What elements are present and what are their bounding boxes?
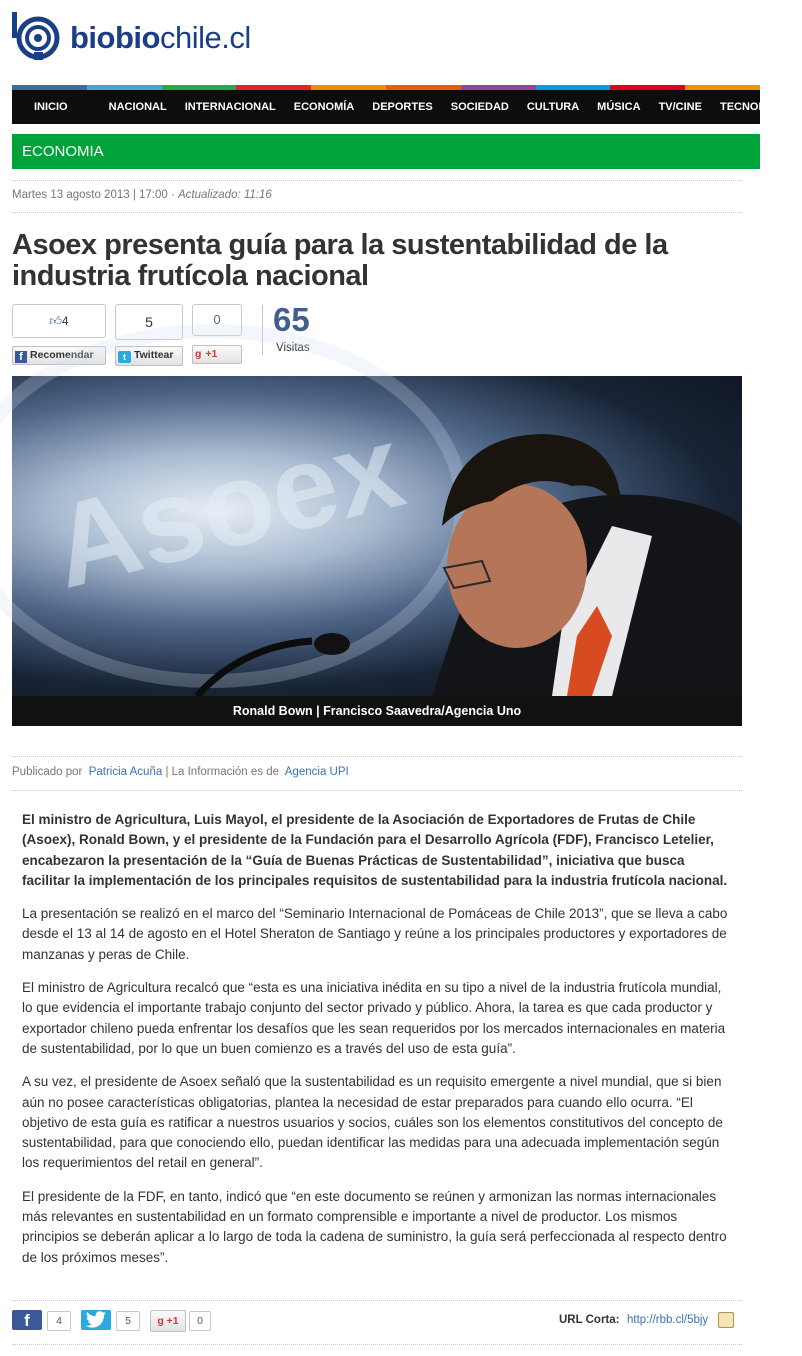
- tweet-label: Twittear: [134, 349, 174, 361]
- nav-item-0[interactable]: INICIO: [34, 101, 68, 113]
- gplus-button[interactable]: [192, 345, 242, 364]
- article-lead: El ministro de Agricultura, Luis Mayol, el presidente de la Asociación de Exportadores de Frutas de Chile (Asoex), Ronald Bown, y el presidente de la Fundación para el Desarrollo Agrícola (FDF), Francisco Letelier, encabezaron la presentación de la “Guía de Buenas Prácticas de Sustentabilidad”, iniciativa que busca facilitar la implementación de los principales requisitos de sustentabilidad para la industria frutícola nacional.: [22, 812, 728, 888]
- backdrop-logo-text: Asoex: [39, 400, 416, 614]
- site-logo-text[interactable]: [70, 20, 251, 56]
- photo-caption: Ronald Bown | Francisco Saavedra/Agencia Uno: [12, 696, 742, 726]
- article-photo[interactable]: [12, 376, 742, 696]
- author-link[interactable]: Patricia Acuña: [88, 766, 163, 778]
- footer-gplus-button[interactable]: [150, 1310, 186, 1332]
- google-plus-icon: g: [195, 348, 202, 360]
- nav-item-4[interactable]: DEPORTES: [372, 101, 433, 113]
- nav-item-2[interactable]: INTERNACIONAL: [184, 101, 276, 113]
- short-url-link[interactable]: http://rbb.cl/5bjy: [627, 1314, 709, 1326]
- divider: [12, 1344, 742, 1345]
- footer-gplus-count: 0: [189, 1311, 211, 1331]
- article-body: [22, 810, 730, 1281]
- footer-twitter-button[interactable]: [81, 1310, 111, 1330]
- biobio-logo-icon[interactable]: [12, 12, 60, 60]
- nav-item-8[interactable]: TV/CINE: [658, 101, 702, 113]
- nav-item-6[interactable]: CULTURA: [526, 101, 580, 113]
- copy-icon[interactable]: [718, 1312, 734, 1328]
- nav-item-7[interactable]: MÚSICA: [597, 101, 641, 113]
- divider: [12, 756, 742, 757]
- logo-text-part2: chile.cl: [159, 20, 251, 55]
- nav-item-1[interactable]: NACIONAL: [108, 101, 167, 113]
- footer-tw-count: 5: [116, 1311, 140, 1331]
- short-url-label: URL Corta:: [559, 1314, 620, 1326]
- facebook-icon: f: [24, 1311, 30, 1330]
- facebook-icon: f: [15, 351, 27, 363]
- twitter-icon: t: [118, 351, 131, 363]
- info-source-label: | La Información es de: [165, 766, 280, 778]
- nav-item-5[interactable]: SOCIEDAD: [450, 101, 509, 113]
- page-title: Asoex presenta guía para la sustentabilidad de la industria frutícola nacional: [12, 229, 668, 292]
- published-by-label: Publicado por: [12, 766, 83, 778]
- fb-recommend-label: Recomendar: [30, 349, 94, 361]
- byline: [12, 766, 349, 778]
- logo-text-part1: biobio: [70, 20, 160, 55]
- footer-fb-count: 4: [47, 1311, 71, 1331]
- twitter-bird-icon: [85, 1311, 107, 1329]
- fb-like-count: 4: [61, 314, 69, 328]
- photo-illustration: [12, 376, 742, 696]
- gplus-count: 0: [213, 312, 221, 327]
- tweet-count: 5: [145, 314, 153, 330]
- date-text: Martes 13 agosto 2013 | 17:00 ·: [12, 189, 179, 201]
- gplus-label: +1: [205, 348, 218, 360]
- visits-label: Visitas: [276, 342, 310, 354]
- article-paragraph: La presentación se realizó en el marco del “Seminario Internacional de Pomáceas de Chile 2013”, que se lleva a cabo desde el 13 al 14 de agosto en el Hotel Sheraton de Santiago y reúne a los principales productores y exportadores de manzanas y peras de Chile.: [22, 906, 728, 962]
- thumbs-up-icon: 👍︎: [49, 314, 62, 328]
- footer-gplus-label: +1: [166, 1315, 179, 1327]
- nav-item-9[interactable]: TECNOLOGÍA: [719, 101, 794, 113]
- updated-text: Actualizado: 11:16: [178, 189, 272, 201]
- google-plus-icon: g: [157, 1315, 164, 1327]
- agency-link[interactable]: Agencia UPI: [284, 766, 349, 778]
- divider: [12, 790, 742, 791]
- divider: [12, 212, 742, 213]
- fb-like-count-box: [12, 304, 106, 338]
- main-nav: [12, 90, 794, 124]
- nav-item-3[interactable]: ECONOMÍA: [293, 101, 355, 113]
- section-bar[interactable]: [12, 134, 760, 169]
- visits-count: 65: [273, 301, 310, 338]
- divider: [12, 180, 742, 181]
- article-paragraph: A su vez, el presidente de Asoex señaló que la sustentabilidad es un requisito emergente a nivel mundial, que si bien aún no posee características obligatorias, plantea la necesidad de estar preparados para cuando ello ocurra. “El objetivo de esta guía es ratificar a nuestros usuarios y socios, cuáles son los elementos constitutivos del concepto de sustentabilidad, para que conociendo ello, puedan identificar las medidas para una adecuada implementación según los requerimientos del retail en general”.: [22, 1074, 723, 1171]
- section-label: ECONOMIA: [22, 143, 104, 160]
- footer-facebook-button[interactable]: [12, 1310, 42, 1330]
- divider: [12, 1300, 742, 1301]
- dateline: [12, 189, 272, 201]
- article-paragraph: El ministro de Agricultura recalcó que “esta es una iniciativa inédita en su tipo a nivel de la industria frutícola mundial, lo que evidencia el importante trabajo conjunto del sector privado y público. Ahora, la tarea es que cada productor y exportador chileno pueda enfrentar los desafíos que les sean requeridos por los mercados internacionales en materia de sustentabilidad, por lo que un buen comienzo es a través del uso de esta guía”.: [22, 980, 726, 1056]
- article-paragraph: El presidente de la FDF, en tanto, indicó que “en este documento se reúnen y armonizan las normas internacionales más relevantes en sustentabilidad en un formato comprensible e importante a nivel de productor. Los mismos principios se deberán aplicar a lo largo de toda la cadena de suministro, la guía será perfeccionada al respecto dentro de los próximos meses”.: [22, 1188, 727, 1265]
